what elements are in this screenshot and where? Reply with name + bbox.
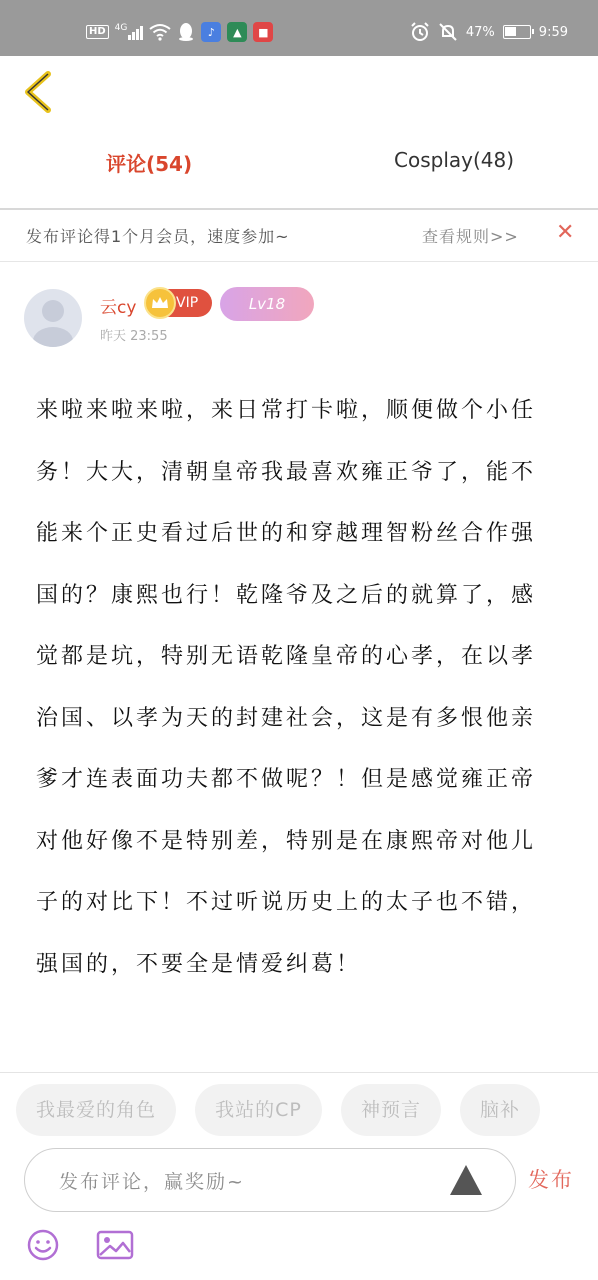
tab-comments[interactable]: 评论(54) [106,152,193,176]
clock-time: 9:59 [538,24,568,40]
signal-label: 4G [114,23,128,33]
username[interactable]: 云cy [100,298,137,318]
qq-icon [177,22,195,42]
hd-icon: HD [86,25,109,39]
android-icon: ▲ [227,22,247,42]
red-app-icon: ■ [253,22,273,42]
vip-badge [146,289,212,317]
tab-cosplay[interactable]: Cosplay(48) [394,148,515,172]
chip-prophecy[interactable]: 神预言 [341,1084,441,1136]
avatar[interactable] [24,289,82,347]
rules-link[interactable]: 查看规则>> [422,227,519,246]
triangle-up-icon[interactable] [449,1163,483,1197]
battery-percent: 47% [465,24,495,40]
signal-icon [115,24,144,40]
comment-body: 来啦来啦来啦，来日常打卡啦，顺便做个小任务！大大，清朝皇帝我最喜欢雍正爷了，能不能来个正史看过后世的和穿越理智粉丝合作强国的？康熙也行！乾隆爷及之后的就算了，感觉都是坑，特别无语乾隆皇帝的心孝，在以孝治国、以孝为天的封建社会，这是有多恨他亲爹才连表面功夫都不做呢？！但是感觉雍正帝对他好像不是特别差，特别是在康熙帝对他儿子的对比下！不过听说历史上的太子也不错，强国的，不要全是情爱纠葛！ [36,398,537,977]
alarm-icon [410,22,430,42]
chip-my-cp[interactable]: 我站的CP [195,1084,322,1136]
chevron-left-icon[interactable] [18,70,62,114]
crown-icon [144,287,176,319]
default-avatar-icon [24,289,82,347]
status-bar-right [410,22,568,42]
comment-timestamp: 昨天 23:55 [100,329,168,344]
wifi-icon [149,23,171,41]
emoji-icon[interactable] [26,1228,60,1262]
bottom-divider [0,1072,598,1073]
battery-icon [503,25,531,39]
image-icon[interactable] [96,1228,134,1262]
notice-text: 发布评论得1个月会员，速度参加~ [26,227,290,246]
chip-favorite-character[interactable]: 我最爱的角色 [16,1084,176,1136]
close-icon[interactable]: ✕ [556,220,575,245]
vip-label: VIP [176,295,199,311]
status-bar-left [86,22,273,42]
send-button[interactable]: 发布 [528,1168,574,1192]
topic-chips [16,1084,598,1136]
music-icon: ♪ [201,22,221,42]
comment-input[interactable] [24,1148,516,1212]
page-header [0,56,598,208]
mute-icon [438,22,458,42]
level-badge: Lv18 [220,287,314,321]
notice-bar [0,210,598,262]
comment-input-placeholder: 发布评论，赢奖励~ [59,1171,245,1193]
status-bar [0,0,598,56]
chip-imagination[interactable]: 脑补 [460,1084,540,1136]
